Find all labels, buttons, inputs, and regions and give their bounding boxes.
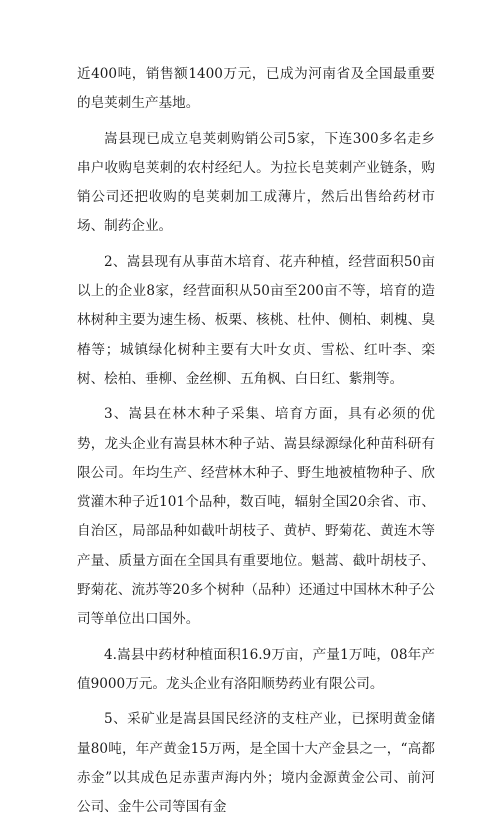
paragraph-medicinal-herbs: 4.嵩县中药材种植面积16.9万亩，产量1万吨，08年产值9000万元。龙头企业有洛阳顺势药业有限公司。	[77, 646, 435, 692]
paragraph-seedling-nurseries: 2、嵩县现有从事苗木培育、花卉种植，经营面积50亩以上的企业8家，经营面积从50亩至200亩不等，培育的造林树种主要为速生杨、板栗、核桃、杜仲、侧柏、刺槐、臭椿等；城镇绿化树种主要有大叶女贞、雪松、红叶李、栾树、桧柏、垂柳、金丝柳、五角枫、白日红、紫荆等。	[77, 253, 435, 387]
document-body	[77, 60, 435, 828]
paragraph-continuation: 近400吨，销售额1400万元，已成为河南省及全国最重要的皂荚刺生产基地。	[77, 66, 435, 112]
paragraph-mining: 5、采矿业是嵩县国民经济的支柱产业，已探明黄金储量80吨，年产黄金15万两，是全国十大产金县之一，“高都赤金”以其成色足赤蜚声海内外；境内金源黄金公司、前河公司、金牛公司等国有金	[77, 711, 435, 816]
paragraph-tree-seeds: 3、嵩县在林木种子采集、培育方面，具有必须的优势，龙头企业有嵩县林木种子站、嵩县绿源绿化种苗科研有限公司。年均生产、经营林木种子、野生地被植物种子、欣赏灌木种子近101个品种，数百吨，辐射全国20余省、市、自治区，局部品种如截叶胡枝子、黄栌、野菊花、黄连木等产量、质量方面在全国具有重要地位。魁蒿、截叶胡枝子、野菊花、流苏等20多个树种（品种）还通过中国林木种子公司等单位出口国外。	[77, 406, 435, 628]
paragraph-honey-locust-companies: 嵩县现已成立皂荚刺购销公司5家，下连300多名走乡串户收购皂荚刺的农村经纪人。为拉长皂荚刺产业链条，购销公司还把收购的皂荚刺加工成薄片，然后出售给药材市场、制药企业。	[77, 130, 435, 235]
